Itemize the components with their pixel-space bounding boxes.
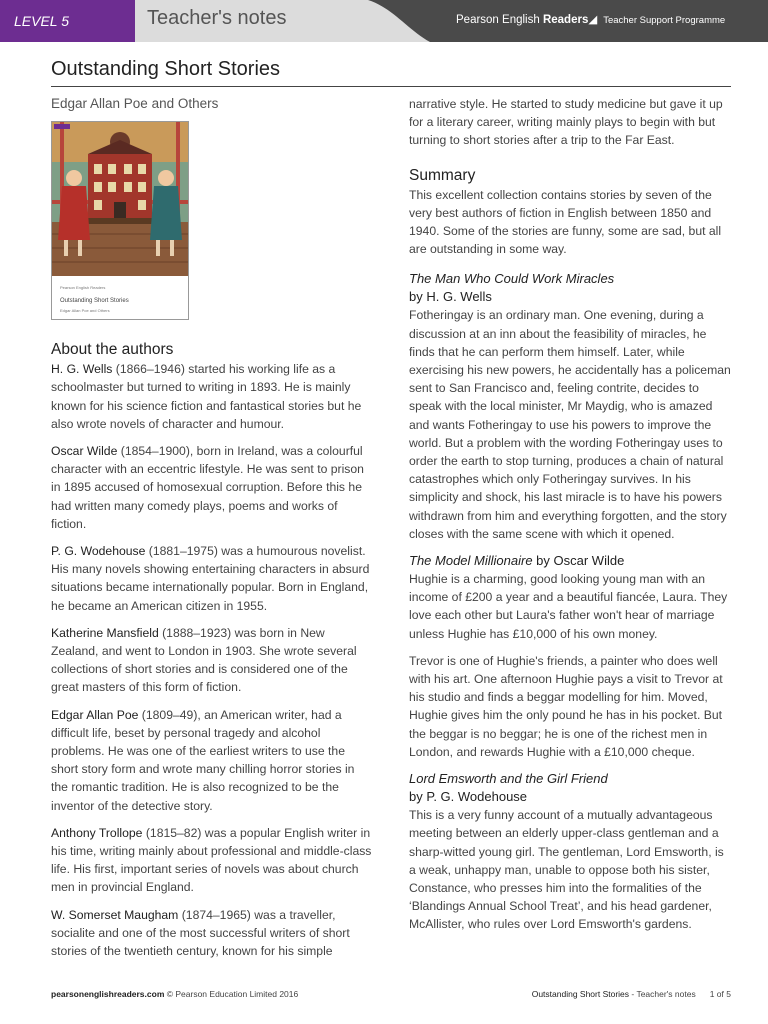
story-author: by P. G. Wodehouse — [409, 789, 528, 805]
summary-heading: Summary — [409, 166, 476, 184]
story-title-text: The Model Millionaire — [409, 553, 533, 569]
footer-right — [532, 989, 731, 999]
author-paragraph — [51, 542, 373, 615]
author-name: H. G. Wells — [51, 362, 113, 377]
cover-subtitle: Edgar Allan Poe and Others — [60, 308, 110, 314]
story-paragraph: Trevor is one of Hughie's friends, a painter who does well with his art. One afternoon Hughie pays a visit to Trevor at his studio and finds a beggar modelling for him. Moved, Hughie gives him the only pound he has in his pocket. But the beggar is no beggar; he is one of the richest men in London, and rewards Hughie with a £10,000 cheque. — [409, 653, 723, 759]
story-title — [409, 270, 731, 288]
story-title-text: Lord Emsworth and the Girl Friend — [409, 771, 608, 787]
author-name: Edgar Allan Poe — [51, 707, 139, 722]
author-name: P. G. Wodehouse — [51, 544, 146, 559]
author-name: Anthony Trollope — [51, 825, 143, 840]
story-author: by H. G. Wells — [409, 289, 492, 305]
story-title — [409, 552, 731, 570]
author-bio: (1881–1975) was a humourous novelist. His many novels showing entertaining characters in absurd situations became internationally popular. Born in England, he became an American citizen in 1955. — [51, 544, 370, 613]
author-paragraph — [51, 706, 373, 815]
author-bio: (1866–1946) started his working life as a schoolmaster but turned to writing in 1893. He is mainly known for his science fiction and fantastical stories but he also wrote novels of character and humour. — [51, 362, 362, 431]
left-column — [51, 95, 373, 969]
author-name: W. Somerset Maugham — [51, 907, 179, 922]
level-badge: LEVEL 5 — [0, 0, 135, 42]
author-bio: (1888–1923) was born in New Zealand, and went to London in 1903. She wrote several collections of short stories and is considered one of the great masters of this form of fiction. — [51, 625, 357, 695]
author-bio: (1809–49), an American writer, had a difficult life, beset by personal tragedy and alcohol problems. He was one of the earliest writers to use the short story form and wrote many chilling horror stories in the romantic tradition. He is also recognized to be the inventor of the detective story. — [51, 707, 355, 813]
footer-left — [51, 989, 298, 999]
brand-plain: Pearson English — [456, 14, 543, 26]
right-column — [409, 95, 731, 943]
author-paragraph — [51, 824, 373, 897]
author-paragraph — [51, 360, 373, 433]
footer-book-title: Outstanding Short Stories — [531, 989, 630, 999]
story-paragraph: Fotheringay is an ordinary man. One evening, during a discussion at an inn about the feasibility of miracles, he finds that he can perform them himself. Later, while exercising his new powers, he accidentally has a policeman sent to San Francisco and, feeling contrite, decides to speak with the local minister, Mr Maydig, who is amazed and wants Fotheringay to use his powers to improve the world. But a problem with the wording Fotheringay uses to order the earth to stop turning, produces a chain of natural catastrophes which only Fotheringay survives. In his simplicity and shock, his last miracle is to have his powers withdrawn from him and everything forgotten, and the story closes with the same scene with which it opened. — [409, 308, 731, 541]
story-title — [409, 770, 731, 788]
cover-brand: Pearson English Readers — [60, 285, 106, 291]
about-heading: About the authors — [51, 341, 174, 359]
cover-illustration — [52, 122, 188, 276]
author-paragraph — [51, 442, 373, 533]
footer-site-link[interactable]: pearsonenglishreaders.com — [51, 989, 165, 999]
title-divider — [51, 86, 731, 87]
author-bio: (1815–82) was a popular English writer in his time, writing mainly about professional and middle-class life. His first, important series of novels was about church men in provincial England. — [51, 825, 372, 895]
brand-mark-icon: ◢ — [588, 14, 598, 26]
author-paragraph — [51, 906, 373, 961]
author-bio: (1854–1900), born in Ireland, was a colourful character with an eccentric lifestyle. He was sent to prison in 1895 accused of homosexual corruption. Before this he had written many comedy plays, poems and works of fiction. — [51, 444, 364, 531]
story-paragraph: Hughie is a charming, good looking young man with an income of £200 a year and a beautiful fiancée, Laura. They love each other but Laura's father won't hear of marriage unless Hughie has £10,000 of his own money. — [409, 572, 728, 641]
author-paragraph — [51, 624, 373, 697]
author-name: Katherine Mansfield — [51, 625, 159, 640]
story-title-text: The Man Who Could Work Miracles — [409, 271, 615, 287]
brand-logo — [456, 12, 725, 26]
page-title: Outstanding Short Stories — [51, 58, 281, 80]
footer-copyright: © Pearson Education Limited 2016 — [164, 989, 299, 999]
author-name: Oscar Wilde — [51, 444, 118, 459]
story-paragraph: This is a very funny account of a mutually advantageous meeting between an elderly upper-class gentleman and a sharp-witted young girl. The gentleman, Lord Emsworth, is a weak, unhappy man, unable to oppose both his sister, Constance, who presses him into the formalities of the ‘Blandings Annual School Treat’, and his head gardener, McAllister, who rules over Lord Emsworth's gardens. — [409, 808, 724, 932]
brand-bold: Readers — [542, 14, 589, 26]
summary-intro: This excellent collection contains stories by seven of the very best authors of fiction in English between 1850 and 1940. Some of the stories are funny, some are sad, but all are outstanding in some way. — [409, 187, 722, 257]
header-bar — [0, 0, 768, 42]
author-bio: (1874–1965) was a traveller, socialite and one of the most successful writers of short stories of the twentieth century, known for his simple — [51, 907, 350, 959]
byline: Edgar Allan Poe and Others — [51, 96, 219, 111]
story-author: by Oscar Wilde — [532, 553, 625, 569]
page-number: 1 of 5 — [709, 989, 731, 999]
footer-suffix: - Teacher's notes — [629, 989, 696, 999]
brand-banner — [368, 0, 768, 42]
notes-title: Teacher's notes — [147, 7, 287, 29]
book-cover-image — [51, 121, 189, 320]
author-bio-continuation: narrative style. He started to study medicine but gave it up for a literary career, writing mainly plays to begin with but turning to short stories after a trip to the Far East. — [409, 97, 723, 148]
cover-title: Outstanding Short Stories — [60, 298, 129, 305]
programme-label: Teacher Support Programme — [603, 15, 726, 26]
